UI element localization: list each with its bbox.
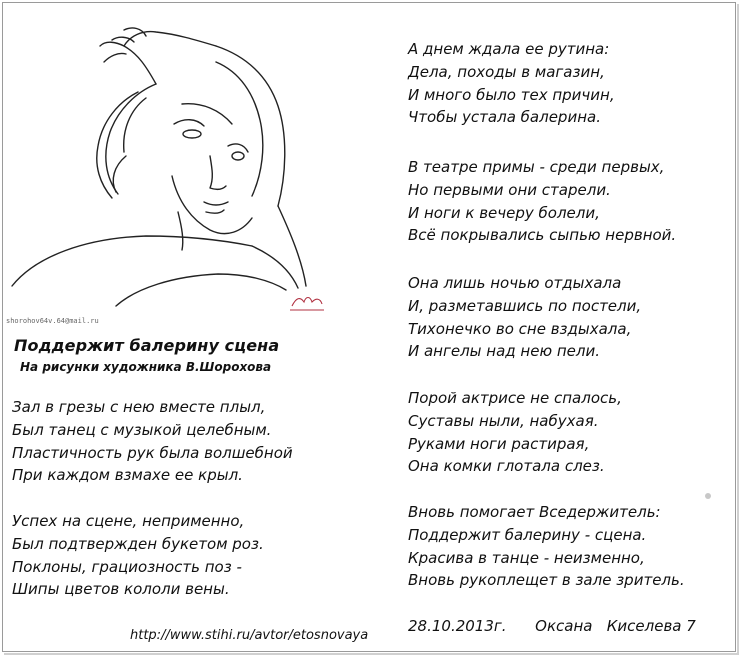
verse-line: Поклоны, грациозность поз - [12,557,242,576]
stanza-right-4 [408,387,622,478]
verse-line: Всё покрывались сыпью нервной. [408,226,677,245]
verse-line: И ангелы над нею пели. [408,342,601,361]
verse-line: И ноги к вечеру болели, [408,203,600,222]
verse-line: При каждом взмахе ее крыл. [12,466,243,485]
verse-line: И много было тех причин, [408,85,615,104]
poem-author: Оксана Киселева 7 [535,617,696,635]
stanza-right-5 [408,501,685,592]
stanza-left-2 [12,510,264,601]
verse-line: Зал в грезы с нею вместе плыл, [12,398,266,416]
poem-title: Поддержит балерину сцена [14,336,280,355]
verse-line: Успех на сцене, неприменно, [12,512,245,530]
decorative-dot [705,493,711,499]
verse-line: Чтобы устала балерина. [408,108,601,127]
verse-line: Тихонечко во сне вздыхала, [408,319,632,338]
poem-date: 28.10.2013г. [408,617,507,635]
ballerina-drawing [6,6,352,326]
verse-line: И, разметавшись по постели, [408,296,642,315]
verse-line: Вновь рукоплещет в зале зритель. [408,571,685,590]
verse-line: Суставы ныли, набухая. [408,411,599,430]
stanza-right-1 [408,38,615,129]
verse-line: Дела, походы в магазин, [408,62,605,81]
verse-line: Порой актрисе не спалось, [408,389,622,407]
verse-line: Красива в танце - неизменно, [408,548,645,567]
source-url[interactable]: http://www.stihi.ru/avtor/etosnovaya [130,628,369,643]
verse-line: В театре примы - среди первых, [408,158,665,176]
verse-line: Был танец с музыкой целебным. [12,420,272,439]
verse-line: Она лишь ночью отдыхала [408,274,622,292]
watermark: shorohov64v.64@mail.ru [6,317,99,325]
verse-line: Но первыми они старели. [408,180,611,199]
verse-line: Был подтвержден букетом роз. [12,534,264,553]
stanza-right-2 [408,156,676,247]
stanza-right-3 [408,272,641,363]
verse-line: Пластичность рук была волшебной [12,443,293,462]
verse-line: Она комки глотала слез. [408,457,605,476]
verse-line: Вновь помогает Вседержитель: [408,503,661,521]
stanza-left-1 [12,396,293,487]
verse-line: Руками ноги растирая, [408,434,590,453]
date-author-line [408,617,696,635]
verse-line: Шипы цветов кололи вены. [12,580,230,599]
verse-line: А днем ждала ее рутина: [408,40,610,58]
poem-subtitle: На рисунки художника В.Шорохова [20,360,272,374]
verse-line: Поддержит балерину - сцена. [408,525,647,544]
